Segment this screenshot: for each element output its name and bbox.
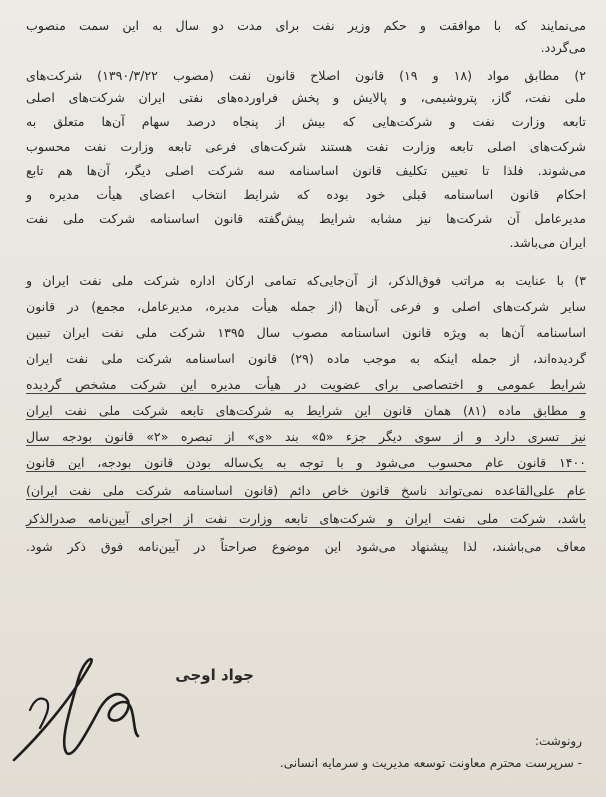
underlined-line [26,426,586,448]
underlined-text: شرایط عمومی و اختصاصی برای عضویت در هیأت مدیره این شرکت مشخص گردیده [26,377,586,392]
signer-name: جواد اوجی [175,666,254,684]
underlined-line [26,400,586,422]
body-line: می‌شوند. فلذا تا تعیین تکلیف قانون اساسنامه سه شرکت اصلی دیگر، آن‌ها هم تابع [26,163,586,178]
body-line: شرکت‌های اصلی تابعه وزارت نفت هستند شرکت‌های فرعی تابعه وزارت نفت محسوب [26,139,586,154]
handwritten-signature [0,640,200,770]
body-line: ۲) مطابق مواد (۱۸ و ۱۹) قانون اصلاح قانون نفت (مصوب ۱۳۹۰/۳/۲۲) شرکت‌های [26,68,587,83]
body-line: می‌گردد. [540,40,586,55]
body-line: می‌نمایند که با موافقت و حکم وزیر نفت برای مدت دو سال به این سمت منصوب [26,18,586,33]
underlined-text: ۱۴۰۰ قانون عام محسوب می‌شود و با توجه به یک‌ساله بودن قانون بودجه، این قانون [26,455,586,470]
body-line: مدیرعامل آن شرکت‌ها نیز مشابه شرایط پیش‌گفته قانون اساسنامه شرکت ملی نفت [26,211,586,226]
underlined-text: و مطابق ماده (۸۱) همان قانون این شرایط به شرکت‌های تابعه شرکت ملی نفت ایران [26,403,586,418]
cc-item: - سرپرست محترم معاونت توسعه مدیریت و سرمایه انسانی. [279,756,582,770]
cc-label: رونوشت: [534,734,582,748]
body-line: ایران می‌باشد. [509,235,586,250]
underlined-line [26,508,586,530]
underlined-line [26,480,586,502]
underlined-text: نیز تسری دارد و از سوی دیگر جزء «۵» بند «ی» از تبصره «۲» قانون بودجه سال [26,429,587,444]
body-line: احکام قانون اساسنامه قبلی خود بوده که شرایط انتخاب اعضای هیأت مدیره و [26,187,586,202]
underlined-line [26,374,586,396]
underlined-line [26,452,586,474]
underlined-text: عام علی‌القاعده نمی‌تواند ناسخ قانون خاص دائم (قانون اساسنامه شرکت ملی نفت ایران) [26,483,586,498]
body-line: تابعه وزارت نفت و شرکت‌هایی که بیش از پنجاه درصد سهام آن‌ها متعلق به [26,114,586,129]
body-line: گردیده‌اند، از جمله اینکه به موجب ماده (۲۹) قانون اساسنامه شرکت ملی نفت ایران [26,351,586,366]
underlined-text: باشد، شرکت ملی نفت ایران و شرکت‌های تابعه وزارت نفت از اجرای آیین‌نامه صدرالذکر [26,511,586,526]
body-line: سایر شرکت‌های اصلی و فرعی آن‌ها (از جمله هیأت مدیره، مدیرعامل، مجمع) در قانون [26,299,586,314]
body-line: ۳) با عنایت به مراتب فوق‌الذکر، از آن‌جایی‌که تمامی ارکان اداره شرکت ملی نفت ایران و [26,273,586,288]
body-line: ملی نفت، گاز، پتروشیمی، و پالایش و پخش فراورده‌های نفتی ایران شرکت‌های اصلی [26,90,586,105]
body-line: معاف می‌باشند، لذا پیشنهاد می‌شود این موضوع صراحتاً در آیین‌نامه فوق ذکر شود. [26,539,586,554]
body-line: اساسنامه آن‌ها به ویژه قانون اساسنامه مصوب سال ۱۳۹۵ شرکت ملی نفت ایران تبیین [26,325,586,340]
